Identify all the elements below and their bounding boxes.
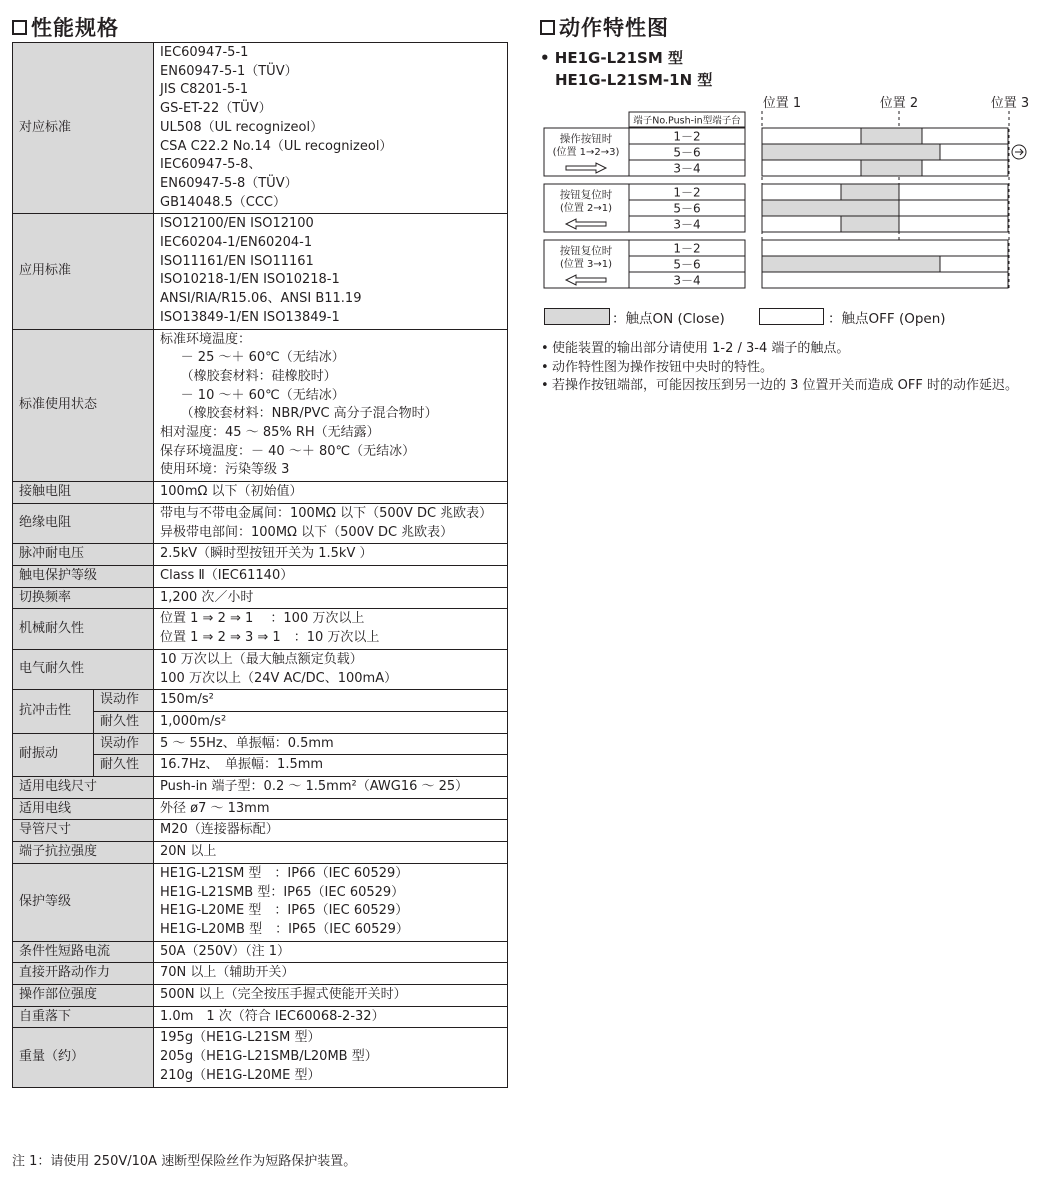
model-line-2: HE1G-L21SM-1N 型 xyxy=(555,71,713,89)
group-caption: 按钮复位时 xyxy=(559,245,613,257)
spec-label: 适用电线 xyxy=(13,798,154,820)
terminal-label: 3－4 xyxy=(673,161,701,176)
spec-sublabel: 耐久性 xyxy=(94,711,154,733)
spec-label: 触电保护等级 xyxy=(13,565,154,587)
spec-row xyxy=(13,733,508,755)
spec-value: 1,200 次／小时 xyxy=(154,587,508,609)
spec-label: 直接开路动作力 xyxy=(13,963,154,985)
group-caption-position: (位置 3→1) xyxy=(559,259,613,270)
group-caption: 按钮复位时 xyxy=(559,189,613,201)
spec-row xyxy=(13,820,508,842)
group-caption-position: (位置 2→1) xyxy=(559,203,613,214)
spec-label: 电气耐久性 xyxy=(13,649,154,689)
spec-value: 外径 ø7 ～ 13mm xyxy=(154,798,508,820)
spec-label: 重量（约） xyxy=(13,1028,154,1087)
spec-value: 100mΩ 以下（初始值） xyxy=(154,482,508,504)
spec-value: 500N 以上（完全按压手握式使能开关时） xyxy=(154,985,508,1007)
note-item: • 使能装置的输出部分请使用 1-2 / 3-4 端子的触点。 xyxy=(541,340,1041,359)
contact-on-segment xyxy=(762,144,940,160)
spec-row xyxy=(13,544,508,566)
contact-on-segment xyxy=(762,200,899,216)
position-label: 位置 2 xyxy=(879,96,919,111)
spec-label: 耐振动 xyxy=(13,733,94,776)
legend-off-swatch xyxy=(759,308,824,325)
contact-on-segment xyxy=(861,160,922,176)
position-label: 位置 3 xyxy=(990,96,1030,111)
action-characteristic-diagram xyxy=(0,0,1047,300)
terminal-label: 1－2 xyxy=(673,129,701,144)
spec-label: 条件性短路电流 xyxy=(13,941,154,963)
spec-label: 自重落下 xyxy=(13,1006,154,1028)
terminal-label: 1－2 xyxy=(673,241,701,256)
spec-sublabel: 误动作 xyxy=(94,733,154,755)
spec-row xyxy=(13,1006,508,1028)
note-item: • 动作特性图为操作按钮中央时的特性。 xyxy=(541,359,1041,378)
spec-value: 带电与不带电金属间：100MΩ 以下（500V DC 兆欧表） 异极带电部间：100MΩ 以下（500V DC 兆欧表） xyxy=(154,503,508,543)
spec-row xyxy=(13,798,508,820)
terminal-label: 1－2 xyxy=(673,185,701,200)
spec-row xyxy=(13,587,508,609)
spec-row xyxy=(13,690,508,712)
spec-label: 端子抗拉强度 xyxy=(13,842,154,864)
spec-label: 切换频率 xyxy=(13,587,154,609)
terminal-label: 5－6 xyxy=(673,201,701,216)
footnote: 注 1：请使用 250V/10A 速断型保险丝作为短路保护装置。 xyxy=(12,1154,357,1169)
spec-label: 保护等级 xyxy=(13,863,154,941)
spec-label: 操作部位强度 xyxy=(13,985,154,1007)
spec-value: 10 万次以上（最大触点额定负载） 100 万次以上（24V AC/DC、100mA） xyxy=(154,649,508,689)
spec-label: 绝缘电阻 xyxy=(13,503,154,543)
spec-row xyxy=(13,609,508,649)
spec-value: 50A（250V）（注 1） xyxy=(154,941,508,963)
spec-value: 1.0m 1 次（符合 IEC60068-2-32） xyxy=(154,1006,508,1028)
spec-row xyxy=(13,842,508,864)
spec-value: IEC60947-5-1 EN60947-5-1（TÜV） JIS C8201-5-1 GS-ET-22（TÜV） UL508（UL recognizeol） CSA C22.2 No.14（UL recognizeol） IEC60947-5-8、 EN60947-5-8（TÜV） GB14048.5（CCC） xyxy=(154,43,508,214)
spec-row xyxy=(13,941,508,963)
legend-on-label: ：触点ON (Close) xyxy=(612,311,725,327)
spec-row xyxy=(13,777,508,799)
legend-on-swatch xyxy=(544,308,610,325)
contact-on-segment xyxy=(841,216,899,232)
contact-on-segment xyxy=(762,256,940,272)
contact-on-segment xyxy=(841,184,899,200)
spec-value: Push-in 端子型：0.2 ～ 1.5mm²（AWG16 ～ 25） xyxy=(154,777,508,799)
spec-row xyxy=(13,565,508,587)
spec-value: HE1G-L21SM 型 ：IP66（IEC 60529） HE1G-L21SMB 型：IP65（IEC 60529） HE1G-L20ME 型 ：IP65（IEC 60529） HE1G-L20MB 型 ：IP65（IEC 60529） xyxy=(154,863,508,941)
spec-label: 标准使用状态 xyxy=(13,329,154,482)
spec-title-text: 性能规格 xyxy=(31,16,119,40)
terminal-label: 3－4 xyxy=(673,273,701,288)
action-title-text: 动作特性图 xyxy=(559,16,669,40)
group-caption-position: (位置 1→2→3) xyxy=(552,147,620,158)
legend-off-label: ：触点OFF (Open) xyxy=(828,311,946,327)
spec-row xyxy=(13,649,508,689)
terminal-header: 端子No.Push-in型端子台 xyxy=(633,115,741,127)
spec-value: 标准环境温度： － 25 ～＋ 60℃（无结冰） （橡胶套材料：硅橡胶时） － 10 ～＋ 60℃（无结冰） （橡胶套材料：NBR/PVC 高分子混合物时） 相对湿度：45 ～ 85% RH（无结露） 保存环境温度：－ 40 ～＋ 80℃（无结冰） 使用环境：污染等级 3 xyxy=(154,329,508,482)
terminal-label: 5－6 xyxy=(673,257,701,272)
spec-label: 抗冲击性 xyxy=(13,690,94,733)
spec-row xyxy=(13,863,508,941)
spec-label: 导管尺寸 xyxy=(13,820,154,842)
spec-label: 应用标准 xyxy=(13,214,154,329)
spec-value: Class Ⅱ（IEC61140） xyxy=(154,565,508,587)
spec-row xyxy=(13,503,508,543)
spec-row xyxy=(13,329,508,482)
group-caption: 操作按钮时 xyxy=(559,133,613,145)
spec-label: 适用电线尺寸 xyxy=(13,777,154,799)
spec-value: 150m/s² xyxy=(154,690,508,712)
spec-label: 机械耐久性 xyxy=(13,609,154,649)
spec-value: 2.5kV（瞬时型按钮开关为 1.5kV ） xyxy=(154,544,508,566)
terminal-label: 3－4 xyxy=(673,217,701,232)
spec-value: ISO12100/EN ISO12100 IEC60204-1/EN60204-1 ISO11161/EN ISO11161 ISO10218-1/EN ISO10218-1 ANSI/RIA/R15.06、ANSI B11.19 ISO13849-1/EN ISO13849-1 xyxy=(154,214,508,329)
terminal-label: 5－6 xyxy=(673,145,701,160)
spec-sublabel: 耐久性 xyxy=(94,755,154,777)
note-item: • 若操作按钮端部，可能因按压到另一边的 3 位置开关而造成 OFF 时的动作延迟。 xyxy=(541,377,1041,396)
spec-label: 脉冲耐电压 xyxy=(13,544,154,566)
diagram-notes xyxy=(541,340,1041,396)
spec-label: 接触电阻 xyxy=(13,482,154,504)
contact-on-segment xyxy=(861,128,922,144)
position-label: 位置 1 xyxy=(762,96,802,111)
spec-value: 20N 以上 xyxy=(154,842,508,864)
spec-label: 对应标准 xyxy=(13,43,154,214)
spec-value: 16.7Hz、 单振幅：1.5mm xyxy=(154,755,508,777)
timing-bar xyxy=(762,240,1008,256)
spec-sublabel: 误动作 xyxy=(94,690,154,712)
spec-value: 70N 以上（辅助开关） xyxy=(154,963,508,985)
timing-bar xyxy=(762,272,1008,288)
spec-row xyxy=(13,1028,508,1087)
spec-value: 5 ～ 55Hz、单振幅：0.5mm xyxy=(154,733,508,755)
spec-value: 位置 1 ⇒ 2 ⇒ 1 ：100 万次以上 位置 1 ⇒ 2 ⇒ 3 ⇒ 1 ：10 万次以上 xyxy=(154,609,508,649)
spec-row xyxy=(13,985,508,1007)
spec-value: M20（连接器标配） xyxy=(154,820,508,842)
spec-value: 1,000m/s² xyxy=(154,711,508,733)
spec-row xyxy=(13,963,508,985)
spec-value: 195g（HE1G-L21SM 型） 205g（HE1G-L21SMB/L20MB 型） 210g（HE1G-L20ME 型） xyxy=(154,1028,508,1087)
spec-row xyxy=(13,482,508,504)
model-line-1: • HE1G-L21SM 型 xyxy=(540,49,683,67)
